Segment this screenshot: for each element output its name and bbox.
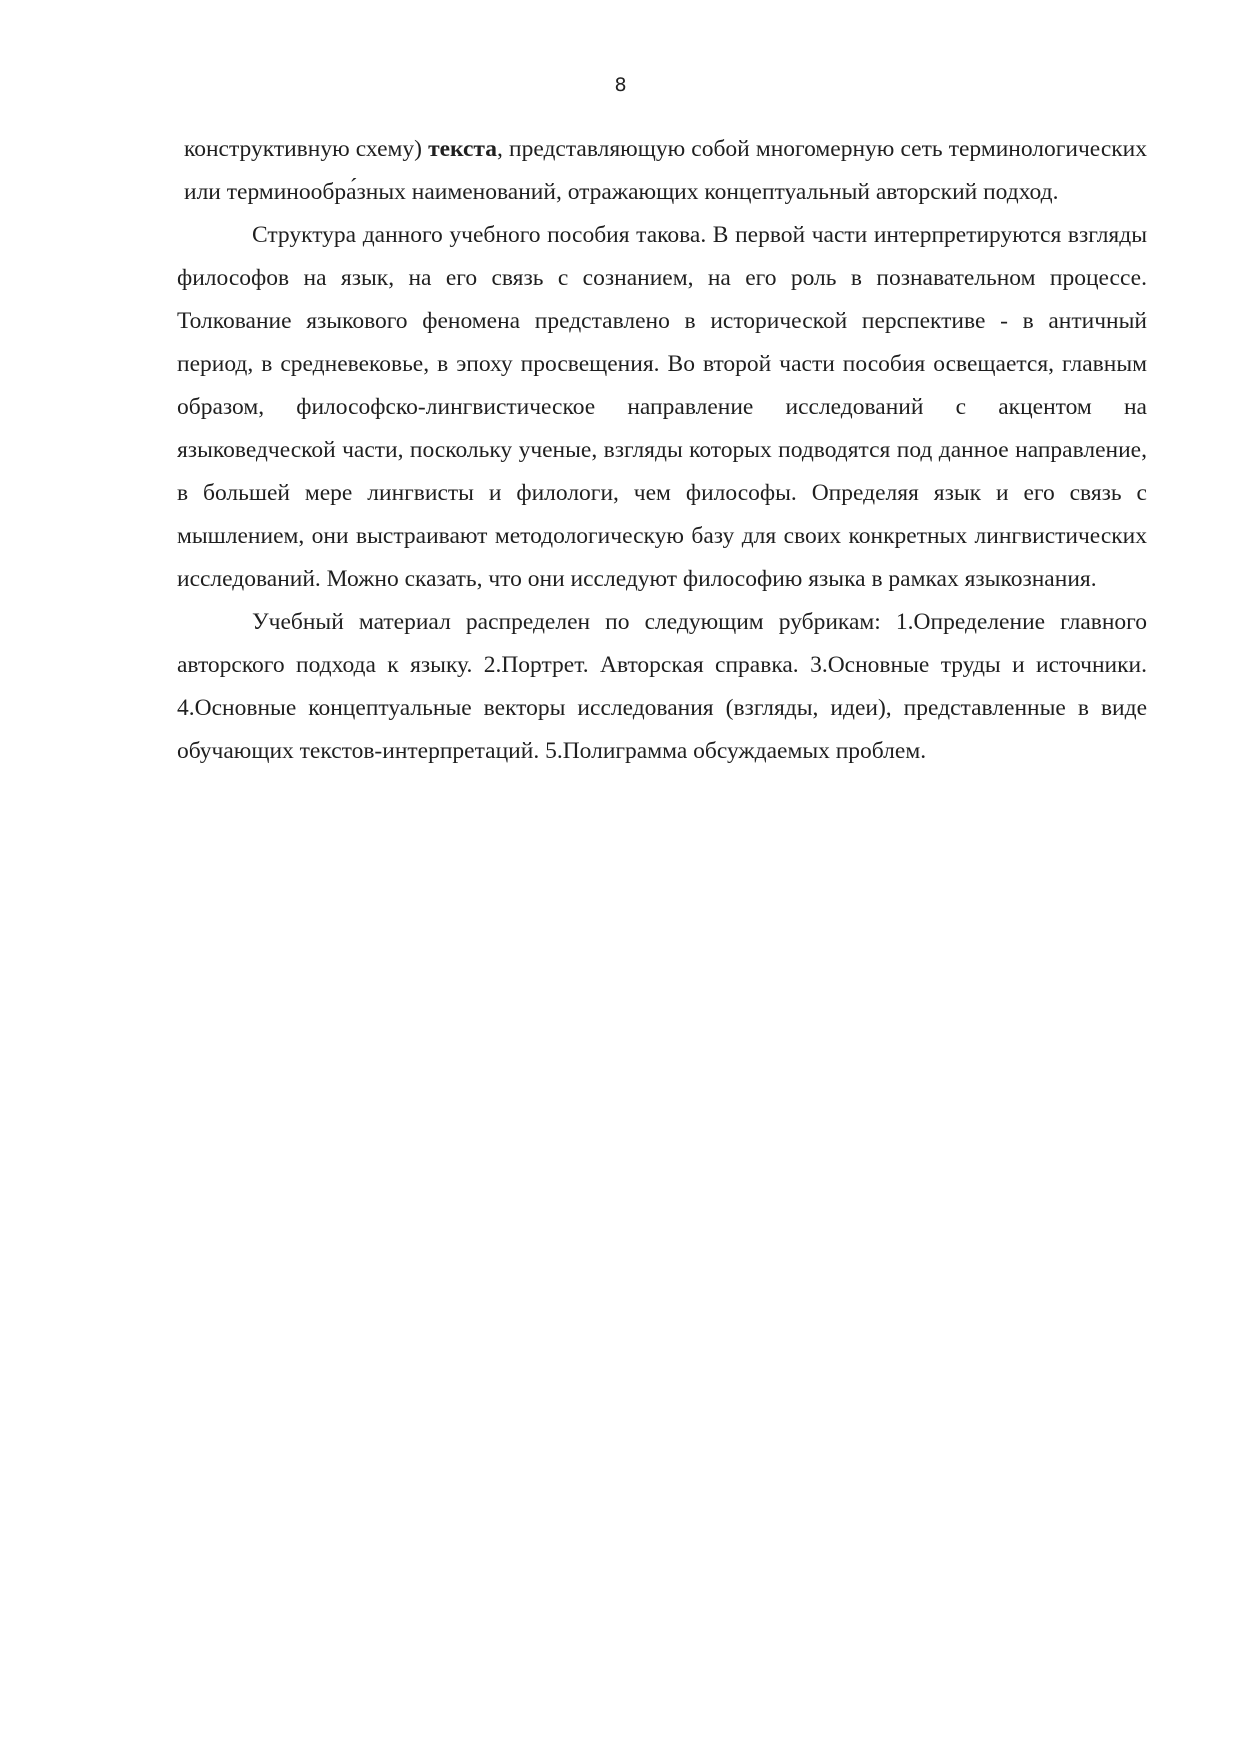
page-number: 8 [614,74,627,96]
paragraph-rubrics: Учебный материал распределен по следующим рубрикам: 1.Определение главного авторского подхода к языку. 2.Портрет. Авторская справка. 3.Основные труды и источники. 4.Основные концептуальные векторы исследования (взгляды, идеи), представленные в виде обучающих текстов-интерпретаций. 5.Полиграмма обсуждаемых проблем. [177,609,1147,764]
bold-term: текста [428,136,498,162]
page-body [177,128,1147,773]
paragraph-text-before-bold: конструктивную схему) [184,136,429,162]
paragraph-text-after-bold: , представляющую собой многомерную сеть терминологических или терминообра́зных наименований, отражающих концептуальный авторский подход. [184,136,1147,205]
paragraph-continuation [177,128,1147,214]
paragraph-structure: Структура данного учебного пособия такова. В первой части интерпретируются взгляды философов на язык, на его связь с сознанием, на его роль в познавательном процессе. Толкование языкового феномена представлено в исторической перспективе - в античный период, в средневековье, в эпоху просвещения. Во второй части пособия освещается, главным образом, философско-лингвистическое направление исследований с акцентом на языковедческой части, поскольку ученые, взгляды которых подводятся под данное направление, в большей мере лингвисты и филологи, чем философы. Определяя язык и его связь с мышлением, они выстраивают методологическую базу для своих конкретных лингвистических исследований. Можно сказать, что они исследуют философию языка в рамках языкознания. [177,222,1147,592]
